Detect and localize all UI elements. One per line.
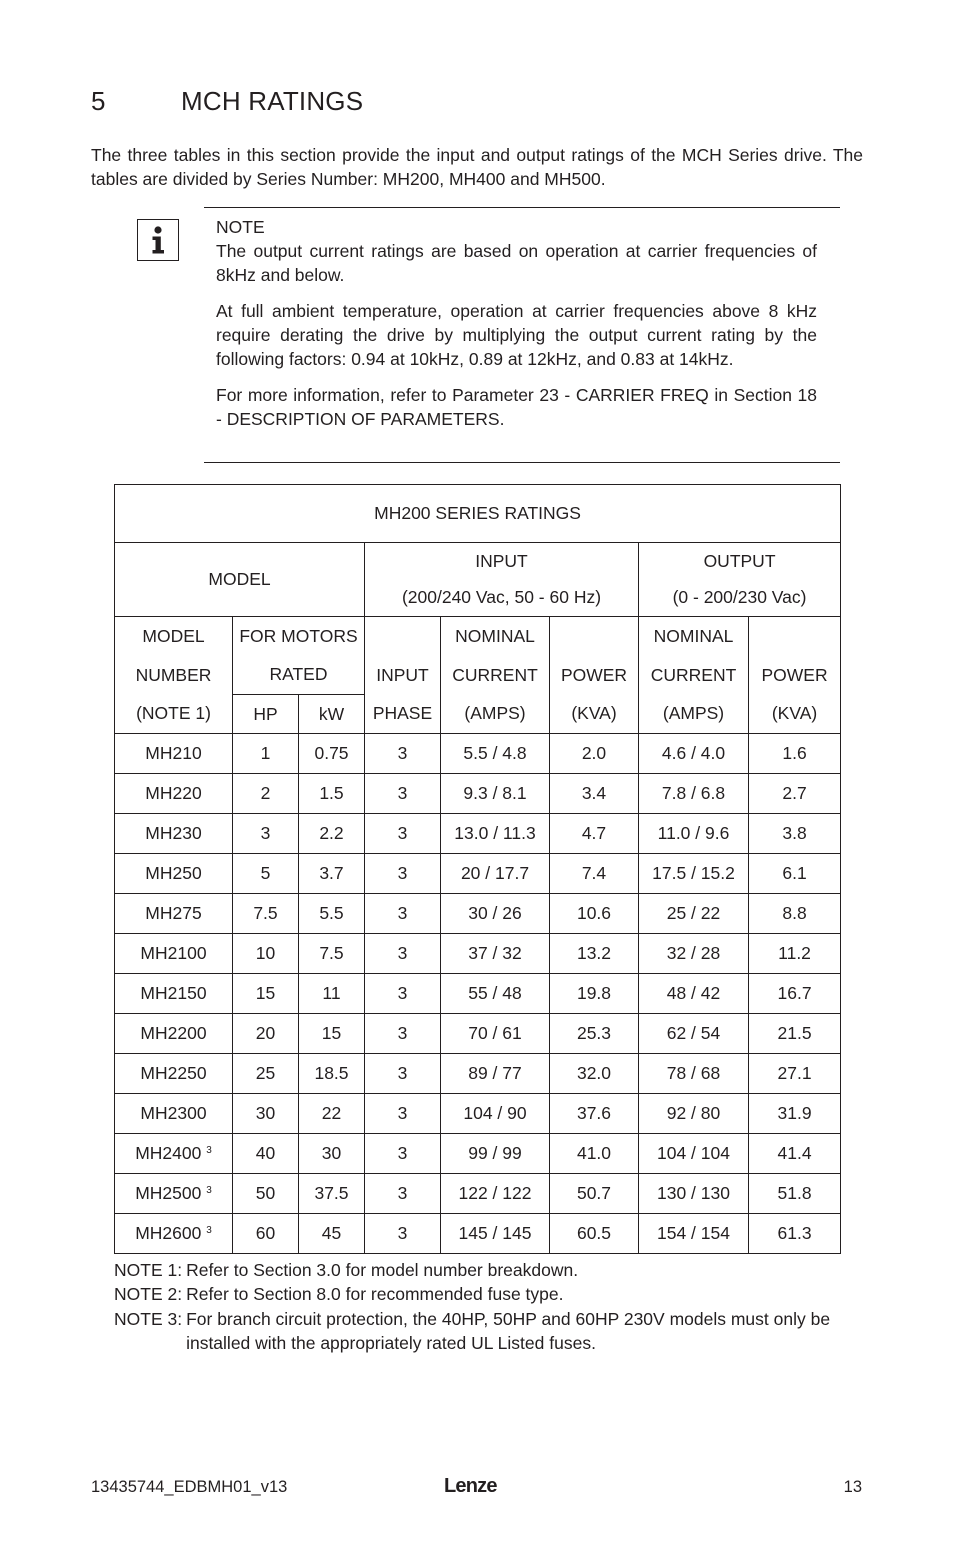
note-paragraph-1: The output current ratings are based on operation at carrier frequencies of 8kHz and below. bbox=[216, 241, 817, 285]
model-number: MH220 bbox=[145, 783, 202, 803]
cell-out-current: 7.8 / 6.8 bbox=[639, 774, 749, 814]
cell-out-power: 61.3 bbox=[749, 1214, 841, 1254]
model-number: MH2200 bbox=[140, 1023, 207, 1043]
page-number: 13 bbox=[843, 1478, 862, 1496]
cell-out-power: 16.7 bbox=[749, 974, 841, 1014]
cell-hp: 1 bbox=[233, 734, 299, 774]
header-model-number-3: (NOTE 1) bbox=[115, 695, 233, 734]
cell-out-power: 6.1 bbox=[749, 854, 841, 894]
cell-phase: 3 bbox=[365, 1214, 441, 1254]
header-for-motors-1: FOR MOTORS bbox=[233, 617, 365, 656]
cell-model bbox=[115, 734, 233, 774]
footnote-label: NOTE 1: bbox=[114, 1260, 183, 1280]
cell-hp: 25 bbox=[233, 1054, 299, 1094]
cell-in-power: 13.2 bbox=[550, 934, 639, 974]
cell-hp: 60 bbox=[233, 1214, 299, 1254]
cell-in-current: 70 / 61 bbox=[441, 1014, 550, 1054]
cell-hp: 3 bbox=[233, 814, 299, 854]
cell-out-power: 8.8 bbox=[749, 894, 841, 934]
ratings-table bbox=[114, 484, 841, 1254]
cell-out-power: 1.6 bbox=[749, 734, 841, 774]
header-model-number-2: NUMBER bbox=[115, 656, 233, 695]
footnote-ref: 3 bbox=[206, 1225, 212, 1236]
note-text bbox=[216, 215, 817, 443]
table-row bbox=[115, 1174, 841, 1214]
table-row bbox=[115, 774, 841, 814]
model-number: MH2100 bbox=[140, 943, 207, 963]
cell-kw: 11 bbox=[299, 974, 365, 1014]
cell-hp: 50 bbox=[233, 1174, 299, 1214]
cell-model bbox=[115, 1014, 233, 1054]
header-for-motors-2: RATED bbox=[233, 656, 365, 695]
cell-model bbox=[115, 1054, 233, 1094]
cell-phase: 3 bbox=[365, 1014, 441, 1054]
footnote-2 bbox=[114, 1282, 854, 1306]
cell-in-current: 5.5 / 4.8 bbox=[441, 734, 550, 774]
model-number: MH2150 bbox=[140, 983, 207, 1003]
cell-out-current: 62 / 54 bbox=[639, 1014, 749, 1054]
cell-in-current: 30 / 26 bbox=[441, 894, 550, 934]
model-number: MH2500 bbox=[135, 1183, 202, 1203]
table-row bbox=[115, 934, 841, 974]
cell-model bbox=[115, 1134, 233, 1174]
footnote-text: Refer to Section 8.0 for recommended fuse type. bbox=[186, 1284, 564, 1305]
input-group-header: INPUT bbox=[365, 543, 639, 580]
header-in-power-blank bbox=[550, 617, 639, 656]
table-title: MH200 SERIES RATINGS bbox=[115, 485, 841, 543]
cell-kw: 37.5 bbox=[299, 1174, 365, 1214]
table-row bbox=[115, 974, 841, 1014]
header-input-phase-blank bbox=[365, 617, 441, 656]
cell-in-power: 3.4 bbox=[550, 774, 639, 814]
cell-kw: 2.2 bbox=[299, 814, 365, 854]
cell-hp: 5 bbox=[233, 854, 299, 894]
cell-model bbox=[115, 814, 233, 854]
note-paragraph-2: At full ambient temperature, operation at carrier frequencies above 8 kHz require derating the drive by multiplying the output current rating by the following factors: 0.94 at 10kHz, 0.89 at 12kHz, and 0.83 at 14kHz. bbox=[216, 301, 817, 369]
cell-hp: 20 bbox=[233, 1014, 299, 1054]
cell-kw: 30 bbox=[299, 1134, 365, 1174]
cell-phase: 3 bbox=[365, 1094, 441, 1134]
cell-phase: 3 bbox=[365, 1174, 441, 1214]
model-number: MH275 bbox=[145, 903, 202, 923]
cell-out-power: 11.2 bbox=[749, 934, 841, 974]
header-in-current-1: NOMINAL bbox=[441, 617, 550, 656]
table-row bbox=[115, 854, 841, 894]
header-in-current-3: (AMPS) bbox=[441, 695, 550, 734]
cell-model bbox=[115, 1174, 233, 1214]
cell-phase: 3 bbox=[365, 1134, 441, 1174]
footnote-label: NOTE 2: bbox=[114, 1284, 183, 1305]
cell-model bbox=[115, 774, 233, 814]
table-row bbox=[115, 1134, 841, 1174]
table-row bbox=[115, 1094, 841, 1134]
cell-hp: 15 bbox=[233, 974, 299, 1014]
cell-in-power: 2.0 bbox=[550, 734, 639, 774]
header-out-power-blank bbox=[749, 617, 841, 656]
table-row bbox=[115, 1014, 841, 1054]
cell-in-power: 10.6 bbox=[550, 894, 639, 934]
cell-kw: 5.5 bbox=[299, 894, 365, 934]
cell-hp: 30 bbox=[233, 1094, 299, 1134]
cell-out-power: 3.8 bbox=[749, 814, 841, 854]
footnote-3 bbox=[114, 1307, 854, 1356]
table-row bbox=[115, 894, 841, 934]
cell-out-current: 11.0 / 9.6 bbox=[639, 814, 749, 854]
output-group-header: OUTPUT bbox=[639, 543, 841, 580]
cell-out-current: 104 / 104 bbox=[639, 1134, 749, 1174]
cell-model bbox=[115, 1094, 233, 1134]
cell-out-power: 41.4 bbox=[749, 1134, 841, 1174]
cell-in-current: 104 / 90 bbox=[441, 1094, 550, 1134]
header-in-current-2: CURRENT bbox=[441, 656, 550, 695]
cell-out-current: 32 / 28 bbox=[639, 934, 749, 974]
table-row bbox=[115, 734, 841, 774]
cell-out-power: 21.5 bbox=[749, 1014, 841, 1054]
footnote-1 bbox=[114, 1258, 854, 1282]
cell-out-current: 4.6 / 4.0 bbox=[639, 734, 749, 774]
header-model-number-1: MODEL bbox=[115, 617, 233, 656]
cell-in-current: 145 / 145 bbox=[441, 1214, 550, 1254]
model-number: MH2400 bbox=[135, 1143, 202, 1163]
header-out-power-2: (KVA) bbox=[749, 695, 841, 734]
cell-phase: 3 bbox=[365, 974, 441, 1014]
cell-kw: 18.5 bbox=[299, 1054, 365, 1094]
model-number: MH250 bbox=[145, 863, 202, 883]
cell-out-current: 17.5 / 15.2 bbox=[639, 854, 749, 894]
cell-kw: 15 bbox=[299, 1014, 365, 1054]
cell-in-current: 13.0 / 11.3 bbox=[441, 814, 550, 854]
header-in-power-1: POWER bbox=[550, 656, 639, 695]
cell-model bbox=[115, 854, 233, 894]
cell-in-current: 37 / 32 bbox=[441, 934, 550, 974]
footnote-text: For branch circuit protection, the 40HP, 50HP and 60HP 230V models must only be installed with the appropriately rated UL Listed fuses. bbox=[186, 1308, 831, 1353]
header-out-power-1: POWER bbox=[749, 656, 841, 695]
cell-model bbox=[115, 894, 233, 934]
cell-kw: 7.5 bbox=[299, 934, 365, 974]
cell-out-current: 92 / 80 bbox=[639, 1094, 749, 1134]
model-number: MH2250 bbox=[140, 1063, 207, 1083]
cell-phase: 3 bbox=[365, 934, 441, 974]
cell-phase: 3 bbox=[365, 894, 441, 934]
model-group-header: MODEL bbox=[115, 543, 365, 617]
intro-paragraph: The three tables in this section provide the input and output ratings of the MCH Series drive. The tables are divided by Series Number: MH200, MH400 and MH500. bbox=[91, 145, 863, 189]
cell-in-current: 9.3 / 8.1 bbox=[441, 774, 550, 814]
model-number: MH2600 bbox=[135, 1223, 202, 1243]
cell-hp: 40 bbox=[233, 1134, 299, 1174]
cell-hp: 2 bbox=[233, 774, 299, 814]
cell-out-current: 154 / 154 bbox=[639, 1214, 749, 1254]
cell-in-power: 32.0 bbox=[550, 1054, 639, 1094]
header-out-current-3: (AMPS) bbox=[639, 695, 749, 734]
cell-out-power: 2.7 bbox=[749, 774, 841, 814]
section-number: 5 bbox=[91, 86, 106, 116]
cell-phase: 3 bbox=[365, 1054, 441, 1094]
model-number: MH230 bbox=[145, 823, 202, 843]
cell-in-power: 37.6 bbox=[550, 1094, 639, 1134]
table-body bbox=[115, 734, 841, 1254]
cell-in-current: 89 / 77 bbox=[441, 1054, 550, 1094]
cell-phase: 3 bbox=[365, 774, 441, 814]
header-hp: HP bbox=[233, 695, 299, 734]
note-label: NOTE bbox=[216, 217, 265, 237]
cell-in-power: 4.7 bbox=[550, 814, 639, 854]
cell-out-current: 78 / 68 bbox=[639, 1054, 749, 1094]
header-out-current-1: NOMINAL bbox=[639, 617, 749, 656]
cell-kw: 3.7 bbox=[299, 854, 365, 894]
cell-kw: 1.5 bbox=[299, 774, 365, 814]
header-input-phase-1: INPUT bbox=[365, 656, 441, 695]
model-number: MH2300 bbox=[140, 1103, 207, 1123]
info-icon bbox=[137, 219, 179, 261]
cell-in-current: 99 / 99 bbox=[441, 1134, 550, 1174]
cell-kw: 45 bbox=[299, 1214, 365, 1254]
cell-phase: 3 bbox=[365, 854, 441, 894]
footnote-label: NOTE 3: bbox=[114, 1308, 183, 1329]
cell-out-power: 51.8 bbox=[749, 1174, 841, 1214]
footnote-ref: 3 bbox=[206, 1185, 212, 1196]
model-number: MH210 bbox=[145, 743, 202, 763]
cell-in-power: 50.7 bbox=[550, 1174, 639, 1214]
brand-logo: Lenze bbox=[444, 1475, 497, 1497]
cell-model bbox=[115, 934, 233, 974]
cell-in-power: 19.8 bbox=[550, 974, 639, 1014]
header-kw: kW bbox=[299, 695, 365, 734]
cell-in-current: 122 / 122 bbox=[441, 1174, 550, 1214]
cell-in-power: 41.0 bbox=[550, 1134, 639, 1174]
cell-hp: 7.5 bbox=[233, 894, 299, 934]
cell-model bbox=[115, 1214, 233, 1254]
section-heading bbox=[91, 86, 363, 117]
cell-out-current: 25 / 22 bbox=[639, 894, 749, 934]
header-out-current-2: CURRENT bbox=[639, 656, 749, 695]
cell-out-current: 130 / 130 bbox=[639, 1174, 749, 1214]
cell-hp: 10 bbox=[233, 934, 299, 974]
cell-kw: 22 bbox=[299, 1094, 365, 1134]
cell-phase: 3 bbox=[365, 734, 441, 774]
footnote-ref: 3 bbox=[206, 1145, 212, 1156]
cell-in-power: 60.5 bbox=[550, 1214, 639, 1254]
input-group-subheader: (200/240 Vac, 50 - 60 Hz) bbox=[365, 580, 639, 617]
output-group-subheader: (0 - 200/230 Vac) bbox=[639, 580, 841, 617]
cell-out-power: 31.9 bbox=[749, 1094, 841, 1134]
header-input-phase-2: PHASE bbox=[365, 695, 441, 734]
cell-phase: 3 bbox=[365, 814, 441, 854]
footnote-text: Refer to Section 3.0 for model number breakdown. bbox=[186, 1260, 579, 1280]
cell-in-current: 55 / 48 bbox=[441, 974, 550, 1014]
cell-out-power: 27.1 bbox=[749, 1054, 841, 1094]
cell-model bbox=[115, 974, 233, 1014]
footnotes bbox=[114, 1258, 854, 1355]
section-title: MCH RATINGS bbox=[181, 86, 364, 116]
cell-out-current: 48 / 42 bbox=[639, 974, 749, 1014]
cell-kw: 0.75 bbox=[299, 734, 365, 774]
header-in-power-2: (KVA) bbox=[550, 695, 639, 734]
note-paragraph-3: For more information, refer to Parameter 23 - CARRIER FREQ in Section 18 - DESCRIPTION OF PARAMETERS. bbox=[216, 385, 817, 429]
cell-in-power: 25.3 bbox=[550, 1014, 639, 1054]
cell-in-current: 20 / 17.7 bbox=[441, 854, 550, 894]
table-row bbox=[115, 1214, 841, 1254]
table-row bbox=[115, 1054, 841, 1094]
footer-doc-id: 13435744_EDBMH01_v13 bbox=[91, 1478, 288, 1496]
cell-in-power: 7.4 bbox=[550, 854, 639, 894]
table-row bbox=[115, 814, 841, 854]
